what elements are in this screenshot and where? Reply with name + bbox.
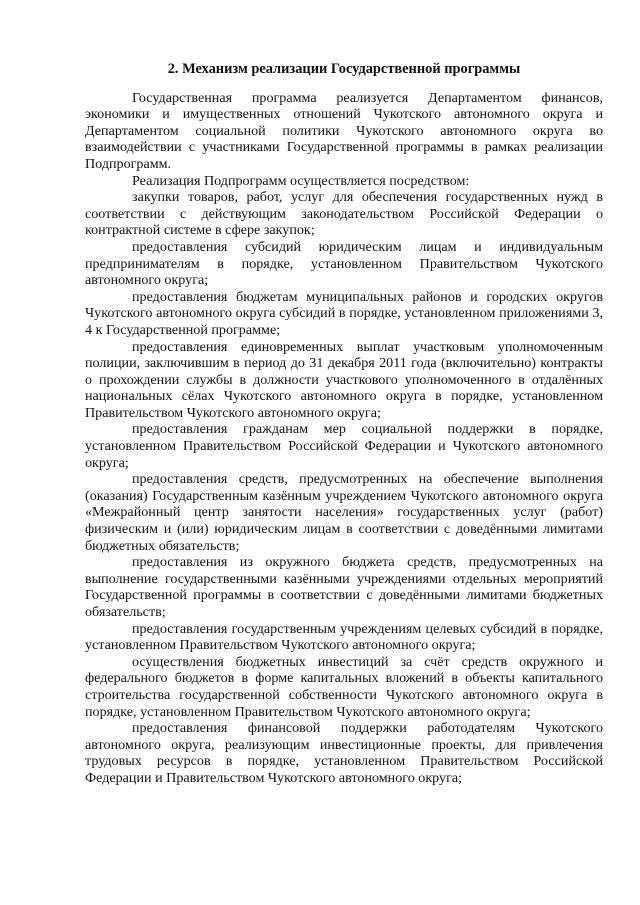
paragraph-social-support: предоставления гражданам мер социальной поддержки в порядке, установленном Правительством Российской Федерации и Чукотского автономного округа; bbox=[85, 421, 603, 471]
document-page bbox=[85, 61, 603, 787]
paragraph-intro: Государственная программа реализуется Департаментом финансов, экономики и имущественных отношений Чукотского автономного округа и Департаментом социальной политики Чукотского автономного округа во взаимодействии с участниками Государственной программы в рамках реализации Подпрограмм. bbox=[85, 89, 603, 172]
paragraph-means-intro: Реализация Подпрограмм осуществляется посредством: bbox=[132, 172, 470, 189]
paragraph-targeted-subsidies: предоставления государственным учреждениям целевых субсидий в порядке, установленном Правительством Чукотского автономного округа; bbox=[85, 620, 603, 654]
paragraph-employer-support: предоставления финансовой поддержки работодателям Чукотского автономного округа, реализующим инвестиционные проекты, для привлечения трудовых ресурсов в порядке, установленном Правительством Российской Федерации и Правительством Чукотского автономного округа; bbox=[85, 720, 603, 786]
paragraph-subsidies-legal-entities: предоставления субсидий юридическим лицам и индивидуальным предпринимателям в порядке, установленном Правительством Чукотского автономного округа; bbox=[85, 238, 603, 289]
section-heading: 2. Механизм реализации Государственной программы bbox=[167, 61, 521, 77]
paragraph-municipal-subsidies: предоставления бюджетам муниципальных районов и городских округов Чукотского автономного округа субсидий в порядке, установленном приложениями 3, 4 к Государственной программе; bbox=[85, 288, 603, 338]
paragraph-employment-center: предоставления средств, предусмотренных на обеспечение выполнения (оказания) Государственным казённым учреждением Чукотского автономного округа «Межрайонный центр занятости населения» государственных услуг (работ) физическим и (или) юридическим лицам в соответствии с доведёнными лимитами бюджетных обязательств; bbox=[85, 471, 603, 554]
paragraph-procurement: закупки товаров, работ, услуг для обеспечения государственных нужд в соответствии с действующим законодательством Российской Федерации о контрактной системе в сфере закупок; bbox=[85, 189, 603, 239]
paragraph-police-payments: предоставления единовременных выплат участковым уполномоченным полиции, заключившим в период до 31 декабря 2011 года (включительно) контракты о прохождении службы в должности участкового уполномоченного в отдалённых национальных сёлах Чукотского автономного округа в порядке, установленном Правительством Чукотского автономного округа; bbox=[85, 338, 603, 421]
paragraph-state-institutions-funds: предоставления из окружного бюджета средств, предусмотренных на выполнение государственными казёнными учреждениями отдельных мероприятий Государственной программы в соответствии с доведёнными лимитами бюджетных обязательств; bbox=[85, 554, 603, 620]
paragraph-budget-investments: осуществления бюджетных инвестиций за счёт средств окружного и федерального бюджетов в форме капитальных вложений в объекты капитального строительства государственной собственности Чукотского автономного округа в порядке, установленном Правительством Чукотского автономного округа; bbox=[85, 653, 603, 720]
